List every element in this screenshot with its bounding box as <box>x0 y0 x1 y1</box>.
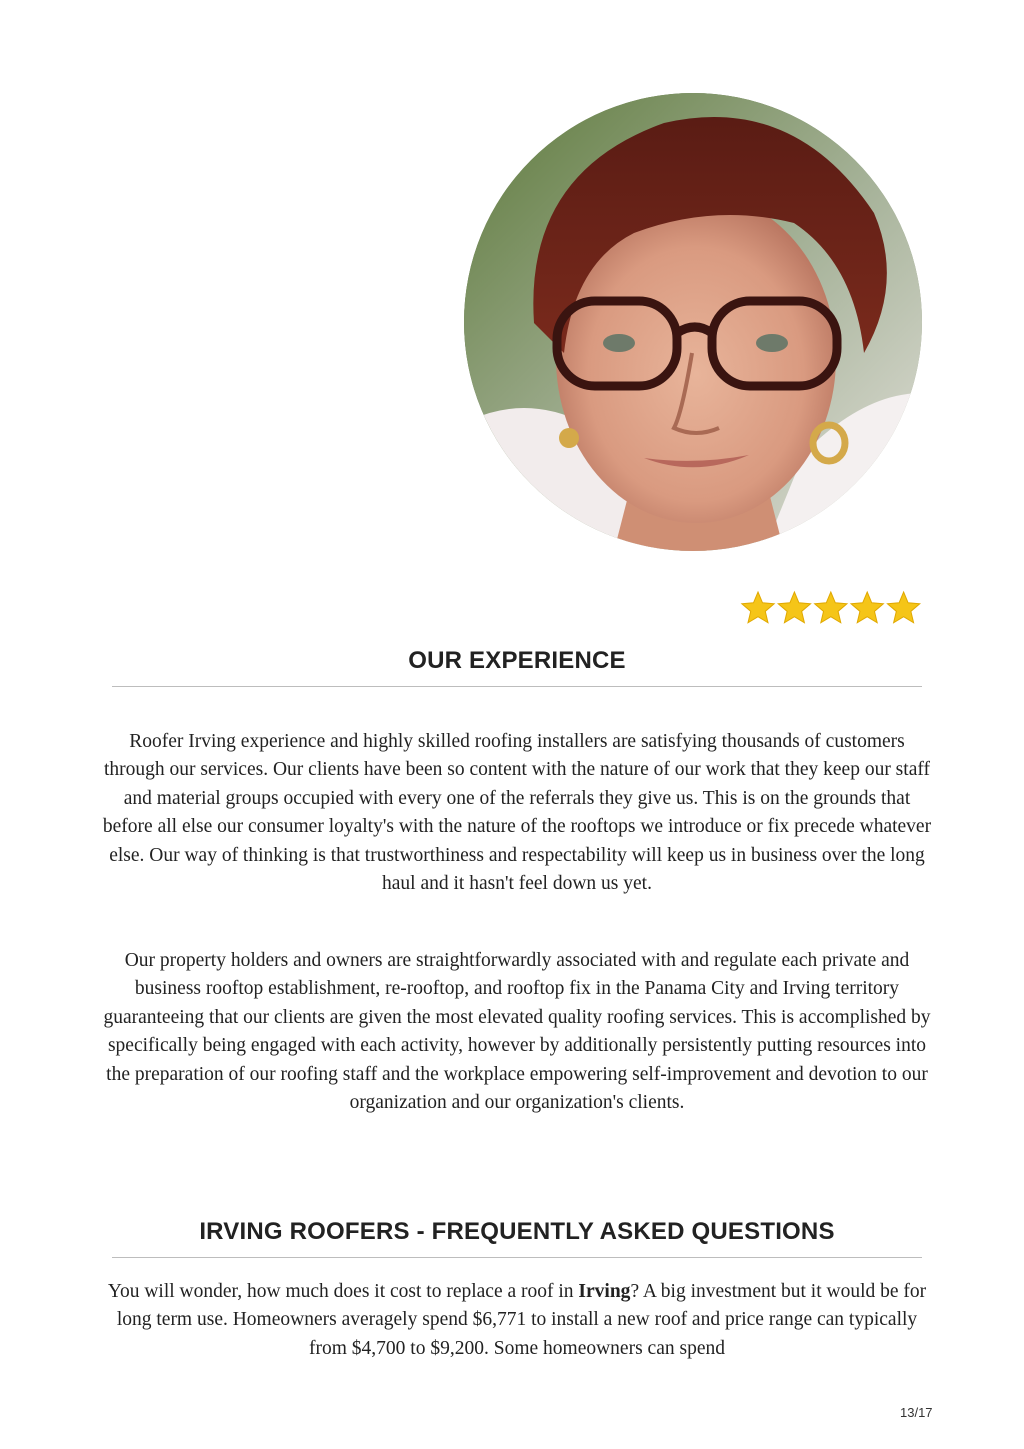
experience-heading: OUR EXPERIENCE <box>408 647 626 674</box>
experience-paragraph-1: Roofer Irving experience and highly skilled roofing installers are satisfying thousands of customers through our services. Our clients have been so content with the nature of our work that they keep our staff and material groups occupied with every one of the referrals they give us. This is on the grounds that before all else our consumer loyalty's with the nature of the rooftops we introduce or fix precede whatever else. Our way of thinking is that trustworthiness and respectability will keep us in business over the long haul and it hasn't feel down us yet. <box>102 731 932 895</box>
faq-intro-text-end: ? A big investment but it would be for long term use. Homeowners averagely spend $6,771 to install a new roof and price range can typically from $4,700 to $9,200. Some homeowners can spend <box>116 1281 927 1359</box>
page-number: 13/17 <box>900 1405 933 1420</box>
experience-paragraph-2: Our property holders and owners are straightforwardly associated with and regulate each private and business rooftop establishment, re-rooftop, and rooftop fix in the Panama City and Irving territory guaranteeing that our clients are given the most elevated quality roofing services. This is accomplished by specifically being engaged with each activity, however by additionally persistently putting resources into the preparation of our roofing staff and the workplace empowering self-improvement and devotion to our organization and our organization's clients. <box>103 950 931 1114</box>
faq-divider <box>112 1257 922 1258</box>
experience-divider <box>112 686 922 687</box>
star-icon <box>815 592 847 623</box>
faq-intro-city: Irving <box>578 1281 631 1302</box>
star-icon <box>887 592 919 623</box>
star-rating <box>740 588 922 630</box>
faq-heading: IRVING ROOFERS - FREQUENTLY ASKED QUESTIONS <box>199 1218 835 1245</box>
star-icon <box>742 592 774 623</box>
faq-intro-text-start: You will wonder, how much does it cost to replace a roof in <box>107 1281 579 1302</box>
star-icon <box>778 592 810 623</box>
testimonial-portrait <box>464 93 922 551</box>
faq-intro-paragraph <box>100 1278 934 1363</box>
star-icon <box>851 592 883 623</box>
